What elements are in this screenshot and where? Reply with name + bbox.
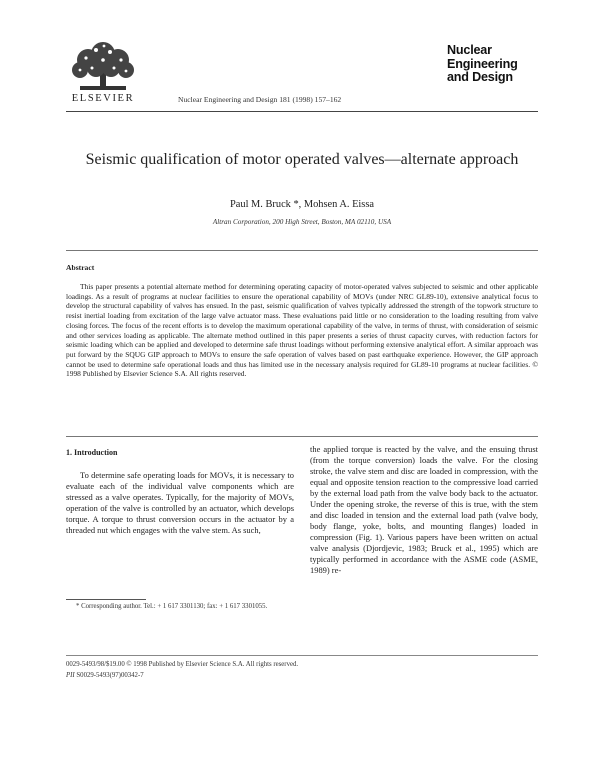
abstract-text: This paper presents a potential alternate method for determining operating capacity of motor-operated valves subjected to seismic and other applicable loadings. As a result of programs at nuclear facilities to ensure the operational capability of MOVs (under NRC GL89-10), extensive analytical focus to develop the structural capability of valves has ensued. In the past, seismic qualification of valves typically addressed the strength of the topwork structure to resist inertial loading from excitation of the large valve actuator mass. These evaluations paid little or no consideration to the loading resulting from valve closing forces. The focus of the recent efforts is to develop the maximum operational capability of the valve, in terms of thrust, with consideration of seismic and other services loading as applicable. The alternate method outlined in this paper presents a series of thrust capacity curves, with reduction factors for seismic loading which can be applied and developed to determine safe thrust loadings without performing extensive analytical effort. A similar approach was put forward by the SQUG GIP approach to MOVs to ensure the safe operation of valves based on past earthquake experience. However, the GIP approach cannot be used to determine safe operational loads and thus has limited use in the necessary analysis required for GL89-10 programs at nuclear facilities. © 1998 Published by Elsevier Science S.A. All rights reserved. — [66, 282, 538, 379]
article-title: Seismic qualification of motor operated valves—alternate approach — [85, 151, 519, 168]
abstract-top-divider — [66, 250, 538, 251]
right-column — [310, 444, 538, 576]
article-authors: Paul M. Bruck *, Mohsen A. Eissa — [229, 199, 375, 210]
intro-paragraph-left: To determine safe operating loads for MOVs, it is necessary to evaluate each of the individual valve components which are stressed as a valve operates. Typically, for the majority of MOVs, operation of the valve is controlled by an actuator, which develops torque. A torque to thrust conversion occurs in the actuator by a threaded nut which engages with the valve stem. As such, — [66, 470, 294, 535]
pii-line — [66, 672, 144, 679]
brand-line-3: and Design — [447, 70, 513, 84]
abstract-heading: Abstract — [66, 263, 95, 272]
pii-label: PII — [66, 672, 75, 679]
issn-copyright-line: 0029-5493/98/$19.00 © 1998 Published by Elsevier Science S.A. All rights reserved. — [66, 661, 299, 668]
author-affiliation: Altran Corporation, 200 High Street, Boston, MA 02110, USA — [212, 218, 392, 226]
header-divider — [66, 111, 538, 112]
corresponding-author-footnote: * Corresponding author. Tel.: + 1 617 3301130; fax: + 1 617 3301055. — [76, 603, 268, 610]
publisher-name: ELSEVIER — [71, 93, 135, 104]
brand-line-2: Engineering — [447, 56, 518, 71]
abstract-bottom-divider — [66, 436, 538, 437]
intro-paragraph-right: the applied torque is reacted by the valve, and the ensuing thrust (from the torque conversion) loads the valve. For the closing stroke, the valve stem and disc are loaded in compression, with the equal and opposite tension reaction to the compressive load carried by the external load path from the valve body back to the actuator. Under the opening stroke, the reverse of this is true, with the stem and disc loaded in tension and the external load path (valve body, body flange, yoke, bolts, and mounting flanges) loaded in compression (Fig. 1). Various papers have been written on actual valve analysis (Djordjevic, 1983; Bruck et al., 1995) which are typically performed in accordance with the ASME code (ASME, 1989) re- — [310, 444, 538, 575]
elsevier-tree-icon — [66, 40, 140, 92]
section-heading: 1. Introduction — [66, 448, 118, 457]
left-column — [66, 448, 294, 536]
footnote-divider — [66, 599, 146, 600]
pii-value: S0029-5493(97)00342-7 — [76, 672, 144, 679]
journal-citation: Nuclear Engineering and Design 181 (1998) 157–162 — [178, 95, 342, 104]
brand-line-1: Nuclear — [447, 43, 492, 57]
footer-divider — [66, 655, 538, 656]
publisher-logo — [66, 40, 140, 104]
journal-brand — [447, 44, 537, 85]
